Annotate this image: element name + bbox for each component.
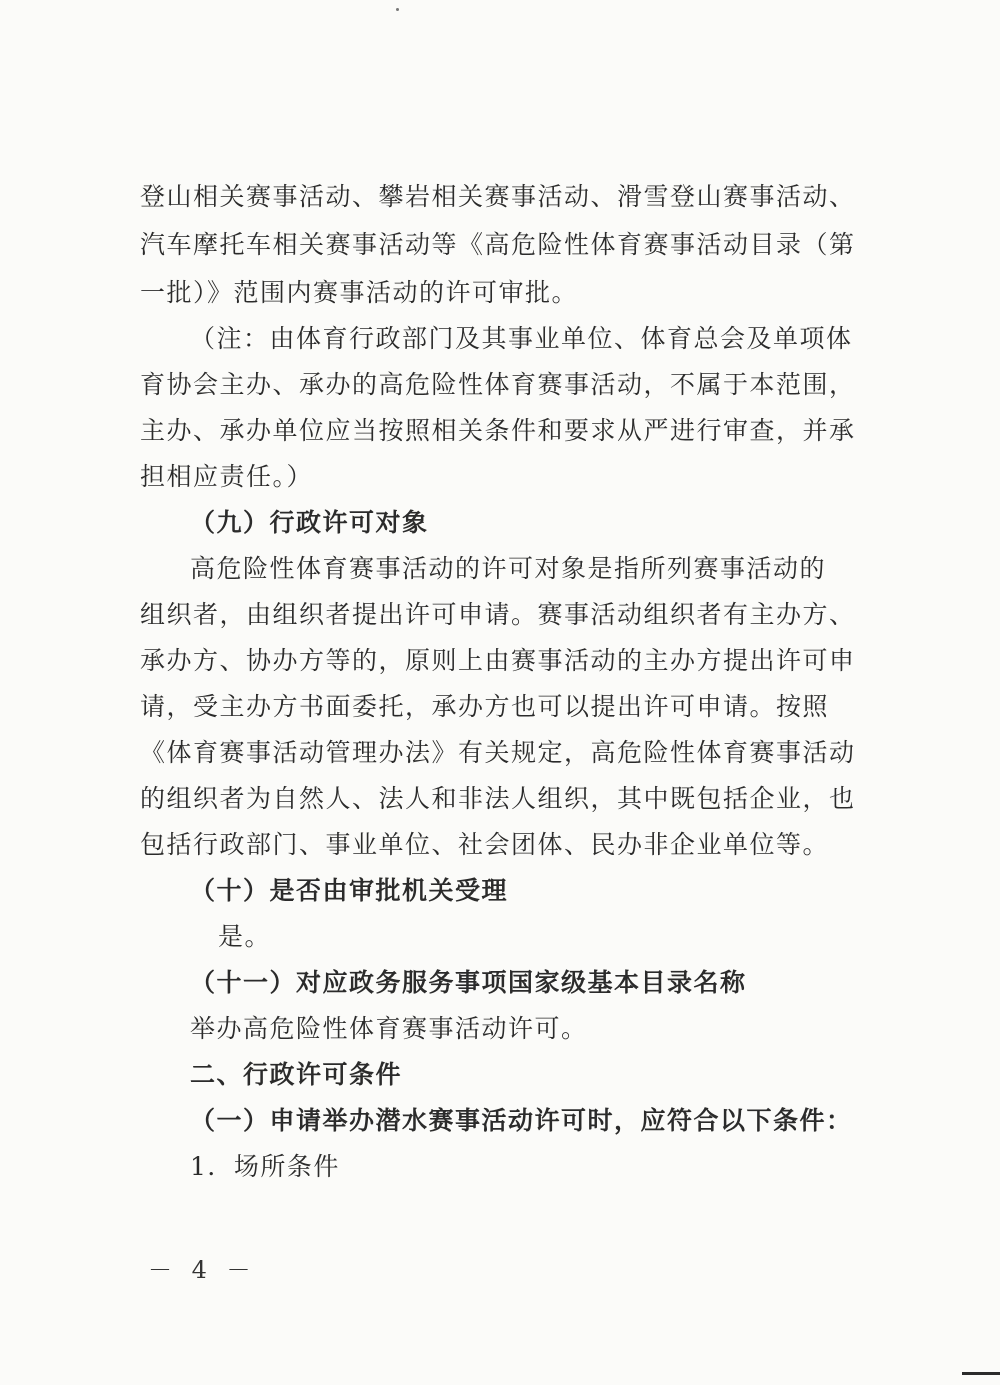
item-heading-1: 1．场所条件 — [190, 1152, 340, 1181]
chapter-heading-2: 二、行政许可条件 — [190, 1060, 403, 1089]
scan-edge-mark — [962, 1372, 1000, 1375]
body-line-11: 承办方、协办方等的，原则上由赛事活动的主办方提出许可申 — [140, 646, 856, 675]
body-line-12: 请，受主办方书面委托，承办方也可以提出许可申请。按照 — [140, 692, 830, 721]
page-number: － 4 － — [148, 1256, 257, 1284]
body-line-2: 汽车摩托车相关赛事活动等《高危险性体育赛事活动目录（第 — [140, 230, 856, 259]
note-line-2: 育协会主办、承办的高危险性体育赛事活动，不属于本范围， — [140, 370, 856, 399]
body-line-14: 的组织者为自然人、法人和非法人组织，其中既包括企业，也 — [140, 784, 856, 813]
body-line-9: 高危险性体育赛事活动的许可对象是指所列赛事活动的 — [190, 554, 827, 583]
note-line-1: （注：由体育行政部门及其事业单位、体育总会及单项体 — [190, 324, 853, 353]
body-line-1: 登山相关赛事活动、攀岩相关赛事活动、滑雪登山赛事活动、 — [140, 182, 856, 211]
body-line-3: 一批）》范围内赛事活动的许可审批。 — [140, 278, 579, 307]
body-line-19: 举办高危险性体育赛事活动许可。 — [190, 1014, 588, 1043]
section-heading-11: （十一）对应政务服务事项国家级基本目录名称 — [190, 968, 747, 997]
section-heading-10: （十）是否由审批机关受理 — [190, 876, 509, 905]
body-line-15: 包括行政部门、事业单位、社会团体、民办非企业单位等。 — [140, 830, 830, 859]
section-heading-2-1: （一）申请举办潜水赛事活动许可时，应符合以下条件： — [190, 1106, 853, 1135]
scan-dot — [396, 8, 399, 11]
note-line-3: 主办、承办单位应当按照相关条件和要求从严进行审查，并承 — [140, 416, 856, 445]
answer-line: 是。 — [218, 922, 272, 951]
body-line-10: 组织者，由组织者提出许可申请。赛事活动组织者有主办方、 — [140, 600, 856, 629]
section-heading-9: （九）行政许可对象 — [190, 508, 429, 537]
body-line-13: 《体育赛事活动管理办法》有关规定，高危险性体育赛事活动 — [140, 738, 856, 767]
note-line-4: 担相应责任。） — [140, 462, 314, 491]
